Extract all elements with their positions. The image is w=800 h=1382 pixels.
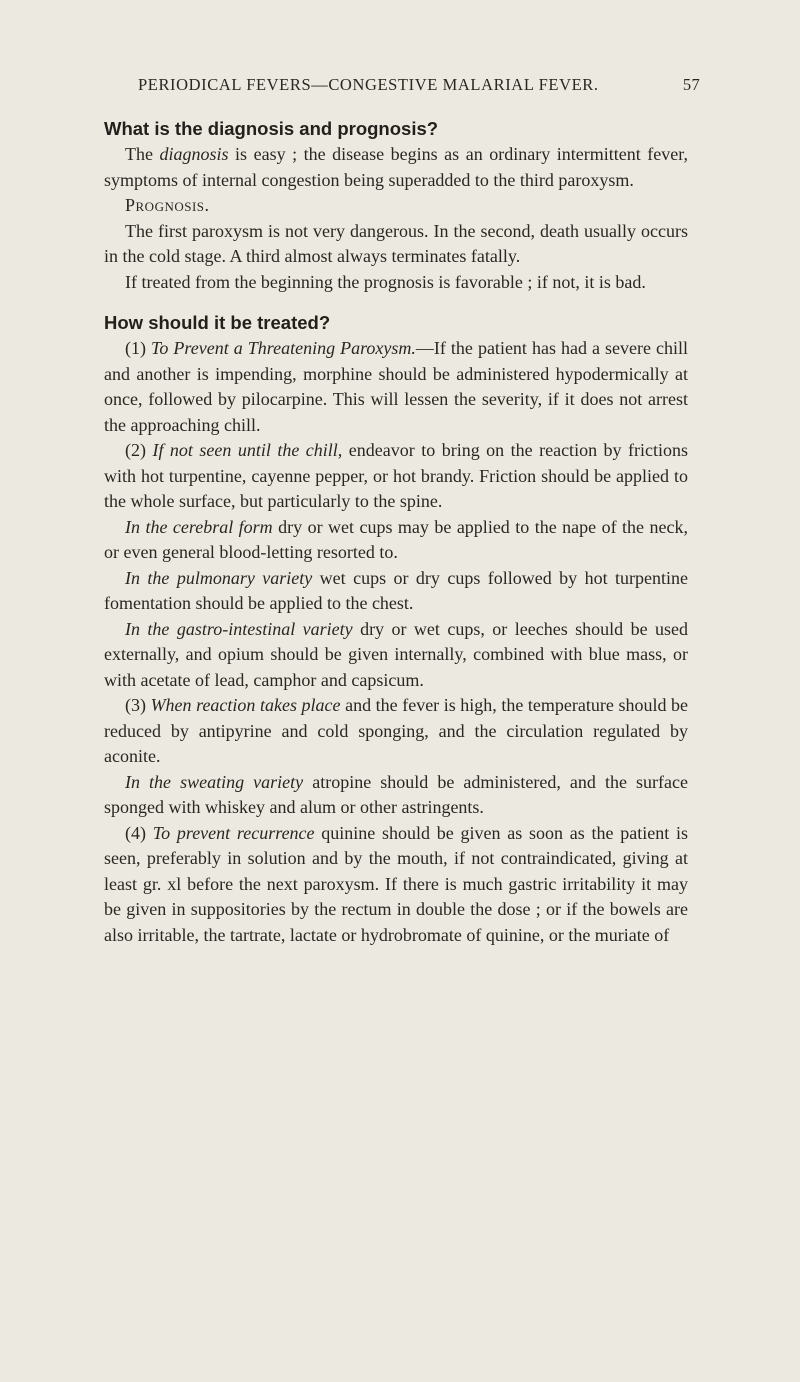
treatment-gastro-intestinal-variety <box>104 617 688 694</box>
treatment-text: dry or wet cups, or leeches should be used externally, and opium should be given internally, combined with blue mass, or with acetate of lead, camphor and capsicum. <box>104 618 689 690</box>
treatment-subheading: If not seen until the chill, <box>152 440 343 460</box>
page-body <box>104 115 688 948</box>
treatment-text: quinine should be given as soon as the patient is seen, preferably in solution and by the mouth, if not contraindicated, giving at least gr. xl before the next paroxysm. If there is much gastric irritability it may be given in suppositories by the rectum in double the dose ; or if the bowels are also irritable, the tartrate, lactate or hydrobromate of quinine, or the muriate of <box>104 822 688 945</box>
treatment-subheading: To prevent recurrence <box>152 822 315 843</box>
treatment-cerebral-form <box>104 515 688 566</box>
treatment-subheading: In the gastro-intestinal variety <box>125 618 353 639</box>
diagnosis-prognosis-heading: What is the diagnosis and prognosis? <box>104 118 439 139</box>
treatment-text: and the fever is high, the temperature should be reduced by antipyrine and cold sponging, and the circulation regulated by aconite. <box>104 695 689 766</box>
prognosis-label-paragraph <box>104 193 688 219</box>
diagnosis-term: diagnosis <box>159 144 229 164</box>
treatment-number: (1) <box>125 338 152 358</box>
treatment-number: (4) <box>125 822 153 843</box>
treatment-item-4 <box>104 821 688 949</box>
running-head-title: PERIODICAL FEVERS—CONGESTIVE MALARIAL FEVER. <box>138 75 599 94</box>
prognosis-label: Prognosis. <box>125 195 210 215</box>
diagnosis-text-pre: The <box>125 144 160 164</box>
treatment-item-2 <box>104 438 688 515</box>
prognosis-paragraph-2: If treated from the beginning the prognosis is favorable ; if not, it is bad. <box>125 271 646 292</box>
treatment-text: dry or wet cups may be applied to the nape of the neck, or even general blood-letting resorted to. <box>104 516 688 562</box>
treatment-text: —If the patient has had a severe chill and another is impending, morphine should be administered hypodermically at once, followed by pilocarpine. This will lessen the severity, if it does not arrest the approaching chill. <box>104 338 688 435</box>
book-page <box>0 75 800 1382</box>
treatment-item-3 <box>104 693 688 770</box>
treatment-item-1 <box>104 336 688 438</box>
treatment-pulmonary-variety <box>104 566 688 617</box>
running-head <box>104 75 700 105</box>
diagnosis-text: is easy ; the disease begins as an ordinary intermittent fever, symptoms of internal congestion being superadded to the third paroxysm. <box>104 144 688 190</box>
treatment-heading: How should it be treated? <box>104 312 331 333</box>
treatment-subheading: In the cerebral form <box>125 516 273 537</box>
treatment-text: endeavor to bring on the reaction by frictions with hot turpentine, cayenne pepper, or hot brandy. Friction should be applied to the whole surface, but particularly to the spine. <box>104 440 688 511</box>
treatment-number: (2) <box>125 440 153 460</box>
treatment-sweating-variety <box>104 770 688 821</box>
treatment-number: (3) <box>125 695 151 715</box>
treatment-subheading: To Prevent a Threatening Paroxysm. <box>151 338 416 358</box>
page-number: 57 <box>682 75 700 94</box>
treatment-subheading: In the sweating variety <box>125 771 304 792</box>
treatment-text: wet cups or dry cups followed by hot turpentine fomentation should be applied to the chest. <box>104 567 688 613</box>
treatment-subheading: When reaction takes place <box>150 695 341 715</box>
prognosis-paragraph-1: The first paroxysm is not very dangerous. In the second, death usually occurs in the cold stage. A third almost always terminates fatally. <box>104 220 688 266</box>
treatment-text: atropine should be administered, and the surface sponged with whiskey and alum or other astringents. <box>104 771 688 817</box>
treatment-subheading: In the pulmonary variety <box>125 567 313 588</box>
diagnosis-paragraph <box>104 142 688 193</box>
